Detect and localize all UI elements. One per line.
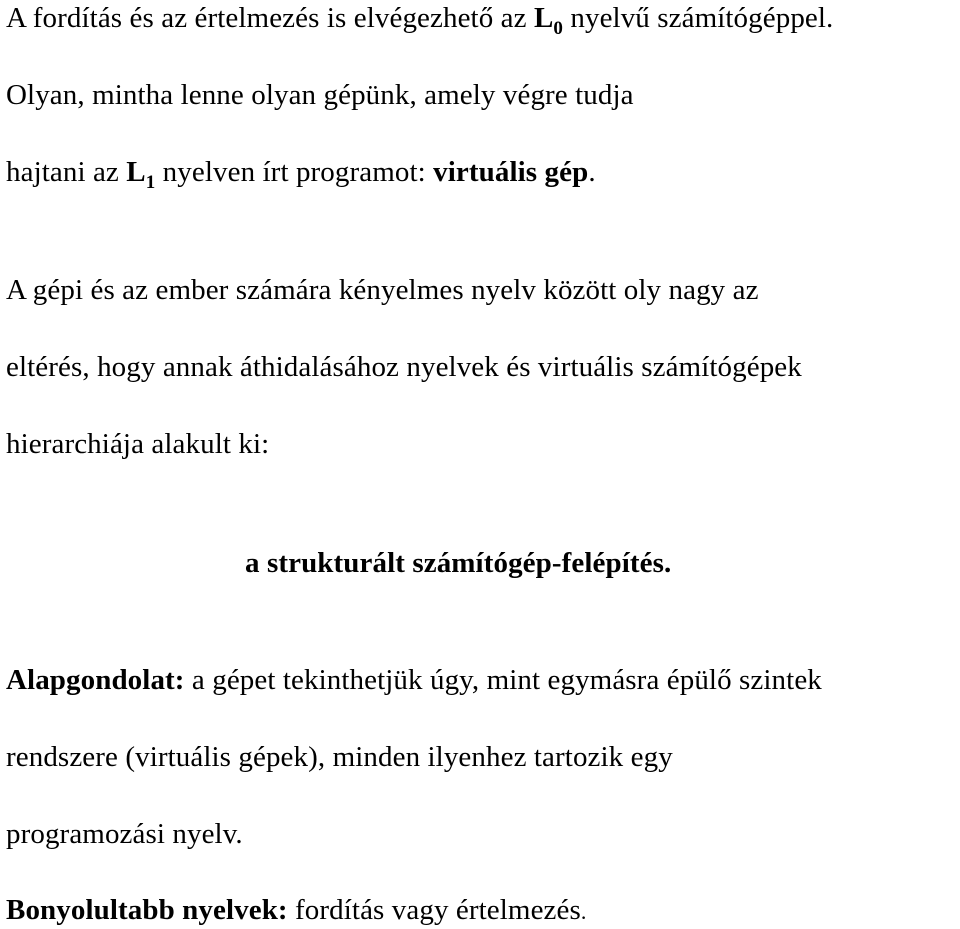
text: a gépet tekinthetjük úgy, mint egymásra épülő szintek	[184, 664, 822, 696]
language-subscript: 1	[145, 172, 156, 193]
paragraph2-line3: hierarchiája alakult ki:	[6, 428, 270, 460]
key-term: Bonyolultabb nyelvek:	[6, 894, 288, 926]
language-symbol: L	[533, 2, 554, 34]
paragraph4-line1	[6, 893, 587, 929]
key-term: Alapgondolat:	[6, 664, 185, 696]
text: nyelvű számítógéppel.	[563, 2, 834, 34]
paragraph3-line3: programozási nyelv.	[6, 818, 243, 850]
text: .	[588, 156, 596, 188]
paragraph1-line2: Olyan, mintha lenne olyan gépünk, amely végre tudja	[6, 79, 634, 111]
language-subscript: 0	[553, 18, 564, 39]
text: A fordítás és az értelmezés is elvégezhető az	[6, 2, 534, 34]
language-symbol: L	[126, 156, 146, 188]
virtual-machine-term: virtuális gép	[433, 156, 589, 188]
structured-architecture-highlight: a strukturált számítógép-felépítés.	[245, 547, 672, 579]
paragraph2-line2: eltérés, hogy annak áthidalásához nyelvek és virtuális számítógépek	[6, 351, 802, 383]
paragraph1-line1	[6, 1, 833, 39]
paragraph3-line1	[6, 663, 822, 697]
paragraph2-line1: A gépi és az ember számára kényelmes nyelv között oly nagy az	[6, 274, 759, 306]
text: fordítás vagy értelmezés	[287, 894, 581, 926]
text: nyelven írt programot:	[155, 156, 434, 188]
text: .	[580, 899, 587, 924]
paragraph3-line2: rendszere (virtuális gépek), minden ilyenhez tartozik egy	[6, 741, 673, 773]
paragraph1-line3	[6, 155, 596, 193]
text: hajtani az	[6, 156, 127, 188]
